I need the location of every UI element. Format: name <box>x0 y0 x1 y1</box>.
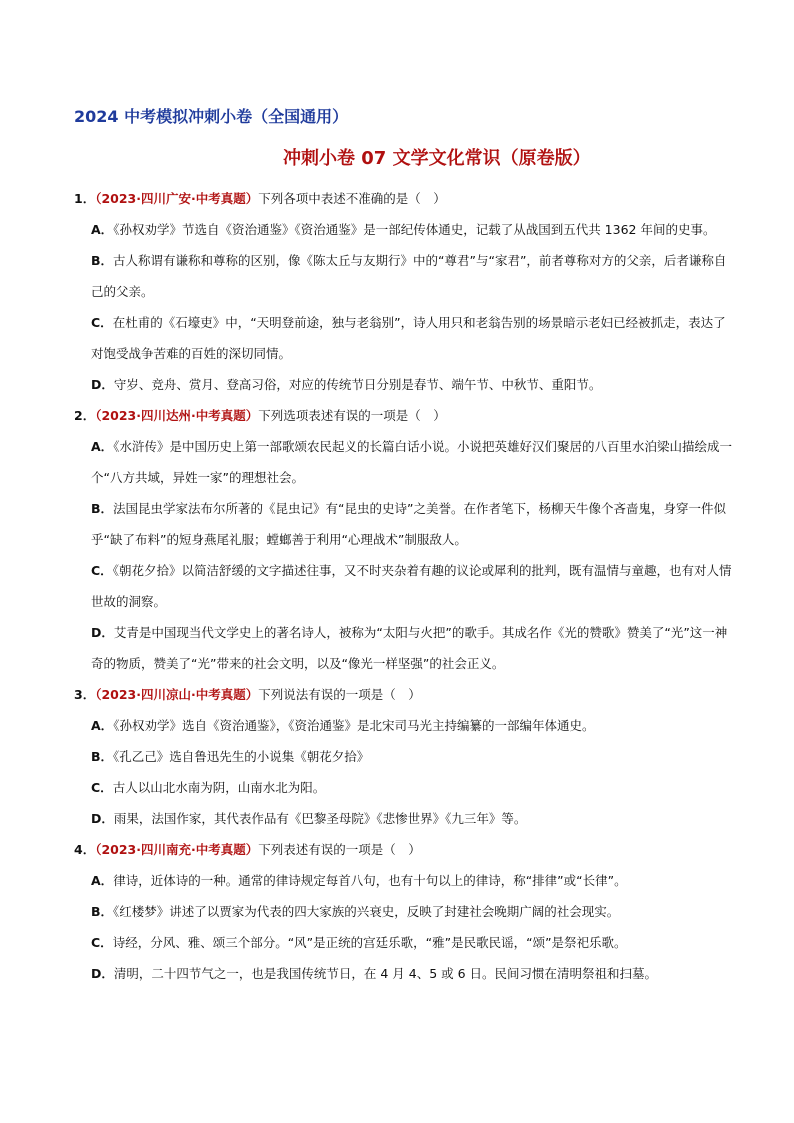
source-close: ） <box>245 687 259 702</box>
source-close: ） <box>245 842 259 857</box>
option-c <box>74 927 734 958</box>
option-d <box>74 369 734 400</box>
option-letter: B． <box>91 749 114 764</box>
option-letter: B． <box>91 501 114 516</box>
option-letter: C． <box>91 935 113 950</box>
option-a <box>74 710 734 741</box>
option-letter: D． <box>91 377 114 392</box>
question-3 <box>74 679 734 834</box>
question-source: 2023·四川达州·中考真题 <box>101 408 246 423</box>
option-text: 《水浒传》是中国历史上第一部歌颂农民起义的长篇白话小说。小说把英雄好汉们聚居的八百里水泊梁山描绘成一个“八方共域，异姓一家”的理想社会。 <box>91 439 732 485</box>
question-text: 下列表述有误的一项是（ ） <box>258 842 421 857</box>
option-letter: D． <box>91 811 114 826</box>
question-source: 2023·四川广安·中考真题 <box>101 191 246 206</box>
option-c <box>74 555 734 617</box>
option-letter: D． <box>91 625 114 640</box>
question-stem <box>74 183 734 214</box>
option-letter: C． <box>91 563 113 578</box>
option-b <box>74 896 734 927</box>
option-text: 法国昆虫学家法布尔所著的《昆虫记》有“昆虫的史诗”之美誉。在作者笔下，杨柳天牛像个吝啬鬼，身穿一件似乎“缺了布料”的短身燕尾礼服；螳螂善于利用“心理战术”制服敌人。 <box>91 501 726 547</box>
option-letter: C． <box>91 315 113 330</box>
option-text: 诗经，分风、雅、颂三个部分。“风”是正统的宫廷乐歌，“雅”是民歌民谣，“颂”是祭祀乐歌。 <box>112 935 627 950</box>
option-text: 《孔乙己》选自鲁迅先生的小说集《朝花夕拾》 <box>113 749 370 764</box>
option-d <box>74 617 734 679</box>
option-text: 古人以山北水南为阴，山南水北为阳。 <box>112 780 326 795</box>
series-title: 2024 中考模拟冲刺小卷（全国通用） <box>74 107 349 126</box>
option-d <box>74 803 734 834</box>
question-source: 2023·四川凉山·中考真题 <box>101 687 246 702</box>
option-text: 《红楼梦》讲述了以贾家为代表的四大家族的兴衰史，反映了封建社会晚期广阔的社会现实。 <box>113 904 620 919</box>
question-text: 下列说法有误的一项是（ ） <box>258 687 421 702</box>
question-number: 1． <box>74 191 96 206</box>
question-number: 2． <box>74 408 96 423</box>
option-text: 在杜甫的《石壕吏》中，“天明登前途，独与老翁别”，诗人用只和老翁告别的场景暗示老妇已经被抓走，表达了对饱受战争苦难的百姓的深切同情。 <box>91 315 726 361</box>
option-text: 守岁、竞舟、赏月、登高习俗，对应的传统节日分别是春节、端午节、中秋节、重阳节。 <box>113 377 602 392</box>
question-text: 下列选项表述有误的一项是（ ） <box>258 408 446 423</box>
question-2 <box>74 400 734 679</box>
question-stem <box>74 679 734 710</box>
option-a <box>74 431 734 493</box>
question-source: 2023·四川南充·中考真题 <box>101 842 246 857</box>
question-stem <box>74 834 734 865</box>
option-b <box>74 493 734 555</box>
option-text: 雨果，法国作家，其代表作品有《巴黎圣母院》《悲惨世界》《九三年》等。 <box>113 811 527 826</box>
option-text: 《朝花夕拾》以简洁舒缓的文字描述往事，又不时夹杂着有趣的议论或犀利的批判，既有温情与童趣，也有对人情世故的洞察。 <box>91 563 732 609</box>
question-stem <box>74 400 734 431</box>
source-close: ） <box>245 191 259 206</box>
option-letter: A． <box>91 439 114 454</box>
source-close: ） <box>245 408 259 423</box>
question-text: 下列各项中表述不准确的是（ ） <box>258 191 446 206</box>
option-c <box>74 307 734 369</box>
question-list <box>74 183 734 989</box>
option-text: 清明，二十四节气之一，也是我国传统节日，在 4 月 4、5 或 6 日。民间习惯在清明祭祖和扫墓。 <box>113 966 658 981</box>
option-text: 艾青是中国现当代文学史上的著名诗人，被称为“太阳与火把”的歌手。其成名作《光的赞歌》赞美了“光”这一神奇的物质，赞美了“光”带来的社会文明，以及“像光一样坚强”的社会正义。 <box>91 625 728 671</box>
question-4 <box>74 834 734 989</box>
option-d <box>74 958 734 989</box>
option-letter: A． <box>91 718 114 733</box>
option-text: 《孙权劝学》节选自《资治通鉴》《资治通鉴》是一部纪传体通史，记载了从战国到五代共 1362 年间的史事。 <box>113 222 716 237</box>
paper-title: 冲刺小卷 07 文学文化常识（原卷版） <box>283 148 591 169</box>
option-letter: A． <box>91 873 114 888</box>
option-letter: D． <box>91 966 114 981</box>
option-letter: A． <box>91 222 114 237</box>
source-open: （ <box>95 191 102 206</box>
option-text: 《孙权劝学》选自《资治通鉴》，《资治通鉴》是北宋司马光主持编纂的一部编年体通史。 <box>113 718 595 733</box>
option-letter: B． <box>91 904 114 919</box>
question-1 <box>74 183 734 400</box>
option-letter: C． <box>91 780 113 795</box>
source-open: （ <box>95 687 102 702</box>
option-b <box>74 245 734 307</box>
option-letter: B． <box>91 253 114 268</box>
source-open: （ <box>95 408 102 423</box>
option-text: 律诗，近体诗的一种。通常的律诗规定每首八句，也有十句以上的律诗，称“排律”或“长律”。 <box>113 873 627 888</box>
option-c <box>74 772 734 803</box>
question-number: 4． <box>74 842 96 857</box>
source-open: （ <box>95 842 102 857</box>
option-a <box>74 214 734 245</box>
option-a <box>74 865 734 896</box>
option-b <box>74 741 734 772</box>
option-text: 古人称谓有谦称和尊称的区别，像《陈太丘与友期行》中的“尊君”与“家君”，前者尊称对方的父亲，后者谦称自己的父亲。 <box>91 253 727 299</box>
question-number: 3． <box>74 687 96 702</box>
